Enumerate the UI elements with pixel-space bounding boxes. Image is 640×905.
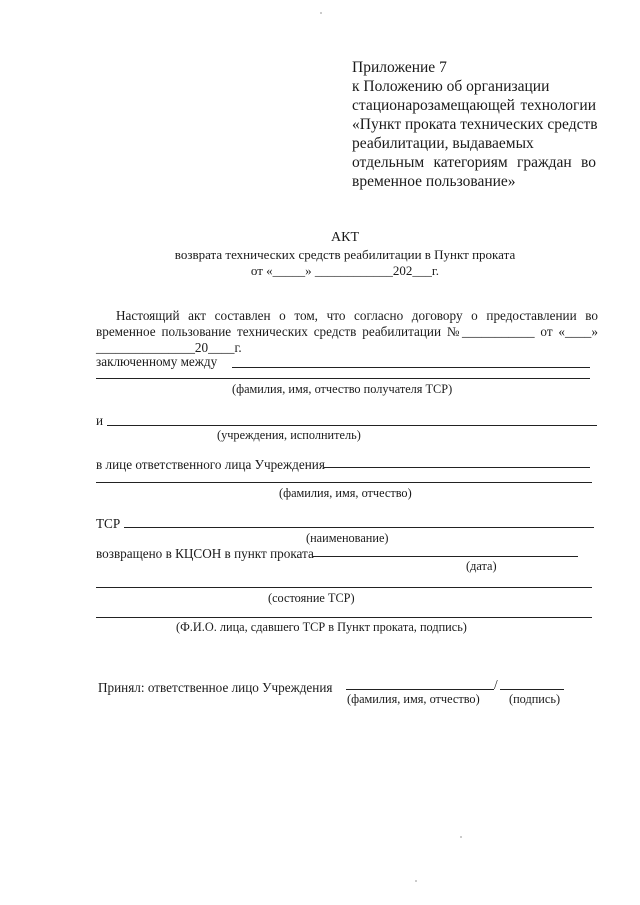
document-date: от «_____» ____________202___г. <box>250 263 440 278</box>
state-line <box>96 587 592 588</box>
accept-slash: / <box>494 677 498 692</box>
caption-state: (состояние ТСР) <box>268 591 355 605</box>
responsible-label: в лице ответственного лица Учреждения <box>96 457 325 472</box>
caption-recipient: (фамилия, имя, отчество получателя ТСР) <box>232 382 453 396</box>
paragraph-line-2: временное пользование технических средств реабилитации №___________ от «____» <box>96 324 598 339</box>
scan-speck <box>415 880 417 882</box>
tsr-label: ТСР <box>96 516 121 531</box>
accept-fio-line <box>346 689 494 690</box>
concluded-label: заключенному между <box>96 354 218 369</box>
handover-line <box>96 617 592 618</box>
responsible-line-2 <box>96 482 592 483</box>
appendix-line-6: отдельным категориям граждан во <box>352 154 596 171</box>
appendix-line-4: «Пункт проката технических средств <box>352 116 598 133</box>
responsible-line-1 <box>324 467 590 468</box>
paragraph-line-3: _______________20____г. <box>96 340 242 355</box>
appendix-line-5: реабилитации, выдаваемых <box>352 135 534 152</box>
caption-date: (дата) <box>466 559 497 573</box>
caption-institution: (учреждения, исполнитель) <box>217 428 361 442</box>
appendix-line-3: стационарозамещающей технологии <box>352 97 596 114</box>
appendix-line-7: временное пользование» <box>352 173 516 190</box>
institution-line <box>107 425 597 426</box>
appendix-line-2: к Положению об организации <box>352 78 550 95</box>
scan-speck <box>320 12 322 14</box>
returned-label: возвращено в КЦСОН в пункт проката <box>96 546 314 561</box>
caption-signature: (подпись) <box>509 692 561 706</box>
scan-speck <box>460 836 462 838</box>
document-subtitle: возврата технических средств реабилитации в Пункт проката <box>174 247 516 262</box>
accepted-label: Принял: ответственное лицо Учреждения <box>98 680 333 695</box>
caption-accept-fio: (фамилия, имя, отчество) <box>347 692 480 706</box>
and-label: и <box>96 413 104 428</box>
returned-date-line <box>312 556 578 557</box>
accept-signature-line <box>500 689 564 690</box>
recipient-line-1 <box>232 367 590 368</box>
paragraph-line-1: Настоящий акт составлен о том, что согласно договору о предоставлении во <box>116 308 598 323</box>
caption-fio: (фамилия, имя, отчество) <box>279 486 412 500</box>
appendix-number: Приложение 7 <box>352 59 447 76</box>
recipient-line-2 <box>96 378 590 379</box>
caption-name: (наименование) <box>306 531 389 545</box>
tsr-line <box>124 527 594 528</box>
caption-handover: (Ф.И.О. лица, сдавшего ТСР в Пункт проката, подпись) <box>176 620 467 634</box>
document-title: АКТ <box>331 230 359 245</box>
